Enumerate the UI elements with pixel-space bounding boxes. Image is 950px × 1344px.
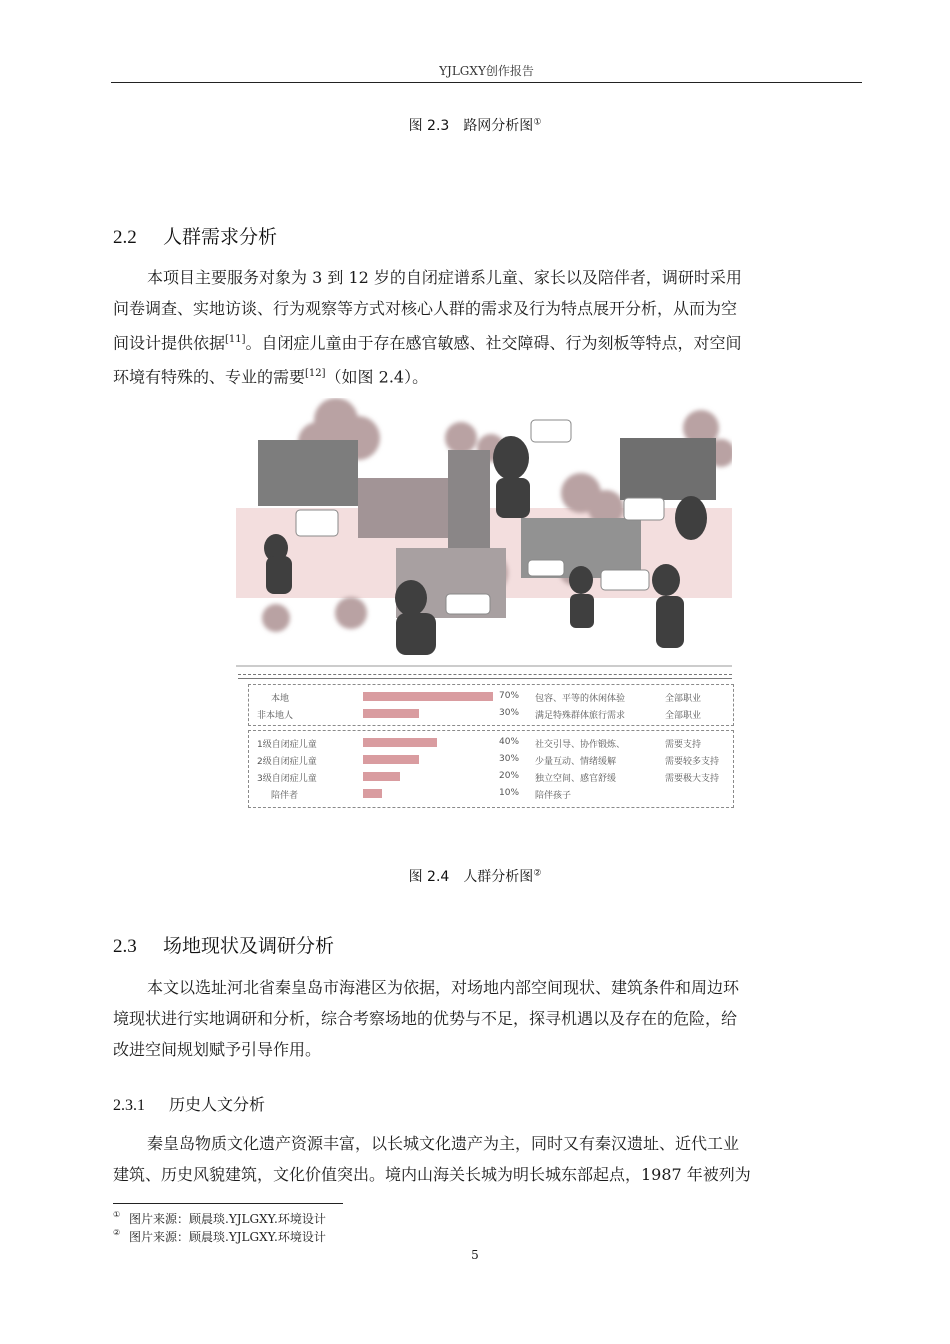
header-rule [111, 82, 862, 83]
row-label: 陪伴者 [271, 791, 299, 801]
footnote-text: 图片来源：顾晨琰.YJLGXY.环境设计 [129, 1230, 326, 1244]
figure-divider [238, 678, 732, 679]
user-table [248, 730, 734, 808]
visitor-table [248, 684, 734, 726]
footnote-rule [113, 1203, 343, 1204]
footnote-text: 图片来源：顾晨琰.YJLGXY.环境设计 [129, 1212, 326, 1226]
page-number: 5 [471, 1248, 479, 1262]
citation: [12] [305, 368, 326, 380]
section-heading-2-3 [113, 931, 334, 958]
share-bar [363, 709, 419, 718]
footnote-mark: ① [113, 1210, 121, 1219]
text-run: 间设计提供依据 [113, 333, 226, 353]
support-text: 需要较多支持 [665, 757, 720, 767]
figure-number: 图 2.4 [408, 869, 450, 885]
section-heading-2-2 [113, 222, 277, 249]
figure-2-3-caption [0, 115, 950, 135]
share-bar [363, 692, 493, 701]
share-percent: 10% [499, 788, 520, 798]
need-text: 少量互动、情绪缓解 [535, 757, 617, 767]
footnote [113, 1228, 326, 1245]
share-bar [363, 789, 382, 798]
row-label: 2级自闭症儿童 [257, 757, 317, 767]
section-number: 2.3.1 [113, 1097, 145, 1114]
need-text: 包容、平等的休闲体验 [535, 694, 626, 704]
text-line: 问卷调查、实地访谈、行为观察等方式对核心人群的需求及行为特点展开分析，从而为空 [113, 299, 738, 318]
support-text: 需要支持 [665, 740, 702, 750]
text-line: 本文以选址河北省秦皇岛市海港区为依据，对场地内部空间现状、建筑条件和周边环 [147, 978, 740, 997]
share-bar [363, 772, 400, 781]
share-percent: 70% [499, 691, 520, 701]
table-row [249, 688, 733, 705]
table-row [249, 768, 733, 785]
share-bar [363, 755, 419, 764]
share-percent: 40% [499, 737, 520, 747]
support-text: 需要极大支持 [665, 774, 720, 784]
row-label: 3级自闭症儿童 [257, 774, 317, 784]
paragraph-2-2 [113, 262, 859, 393]
share-percent: 30% [499, 754, 520, 764]
table-row [249, 751, 733, 768]
text-line: 本项目主要服务对象为 3 到 12 岁的自闭症谱系儿童、家长以及陪伴者，调研时采用 [147, 268, 742, 287]
table-row [249, 734, 733, 751]
footnote-mark: ② [113, 1228, 121, 1237]
support-text: 全部职业 [665, 711, 702, 721]
share-percent: 30% [499, 708, 520, 718]
table-row [249, 705, 733, 722]
figure-divider [238, 674, 732, 675]
footnote-ref: ② [533, 868, 542, 879]
row-label: 1级自闭症儿童 [257, 740, 317, 750]
section-title: 历史人文分析 [169, 1095, 266, 1114]
page-header: YJLGXY创作报告 [439, 64, 534, 78]
photo-playground [358, 478, 448, 538]
need-text: 满足特殊群体旅行需求 [535, 711, 626, 721]
crowd-analysis-figure [236, 398, 732, 810]
need-text: 社交引导、协作锻炼、 [535, 740, 626, 750]
footnote [113, 1210, 326, 1227]
section-heading-2-3-1 [113, 1092, 265, 1115]
photo-park [620, 438, 716, 500]
citation: [11] [225, 334, 246, 345]
text-line: 境现状进行实地调研和分析，综合考察场地的优势与不足，探寻机遇以及存在的危险，给 [113, 1009, 738, 1028]
need-text: 独立空间、感官舒缓 [535, 774, 617, 784]
figure-title: 路网分析图 [463, 118, 534, 134]
figure-title: 人群分析图 [463, 869, 534, 885]
text-run: 环境有特殊的、专业的需要 [113, 367, 306, 387]
text-run: 。自闭症儿童由于存在感官敏感、社交障碍、行为刻板等特点，对空间 [245, 333, 742, 353]
text-line: 改进空间规划赋予引导作用。 [113, 1040, 322, 1059]
text-run: （如图 2.4）。 [325, 367, 429, 387]
section-number: 2.2 [113, 227, 137, 248]
footnote-ref: ① [533, 117, 542, 128]
figure-number: 图 2.3 [408, 118, 450, 134]
figure-2-4-caption [0, 866, 950, 886]
table-row [249, 785, 733, 802]
share-bar [363, 738, 437, 747]
text-line [113, 358, 859, 392]
section-title: 人群需求分析 [163, 226, 278, 248]
paragraph-2-3-1 [113, 1128, 859, 1190]
text-line [113, 324, 859, 358]
row-label: 非本地人 [257, 711, 294, 721]
text-line: 秦皇岛物质文化遗产资源丰富，以长城文化遗产为主，同时又有秦汉遗址、近代工业 [147, 1134, 740, 1153]
paragraph-2-3 [113, 972, 859, 1065]
section-number: 2.3 [113, 936, 137, 957]
support-text: 全部职业 [665, 694, 702, 704]
section-title: 场地现状及调研分析 [163, 935, 335, 957]
share-percent: 20% [499, 771, 520, 781]
text-line: 建筑、历史风貌建筑，文化价值突出。境内山海关长城为明长城东部起点，1987 年被列为 [113, 1165, 751, 1184]
need-text: 陪伴孩子 [535, 791, 572, 801]
photo-collage [236, 398, 732, 668]
row-label: 本地 [271, 694, 290, 704]
photo-path [258, 440, 358, 506]
